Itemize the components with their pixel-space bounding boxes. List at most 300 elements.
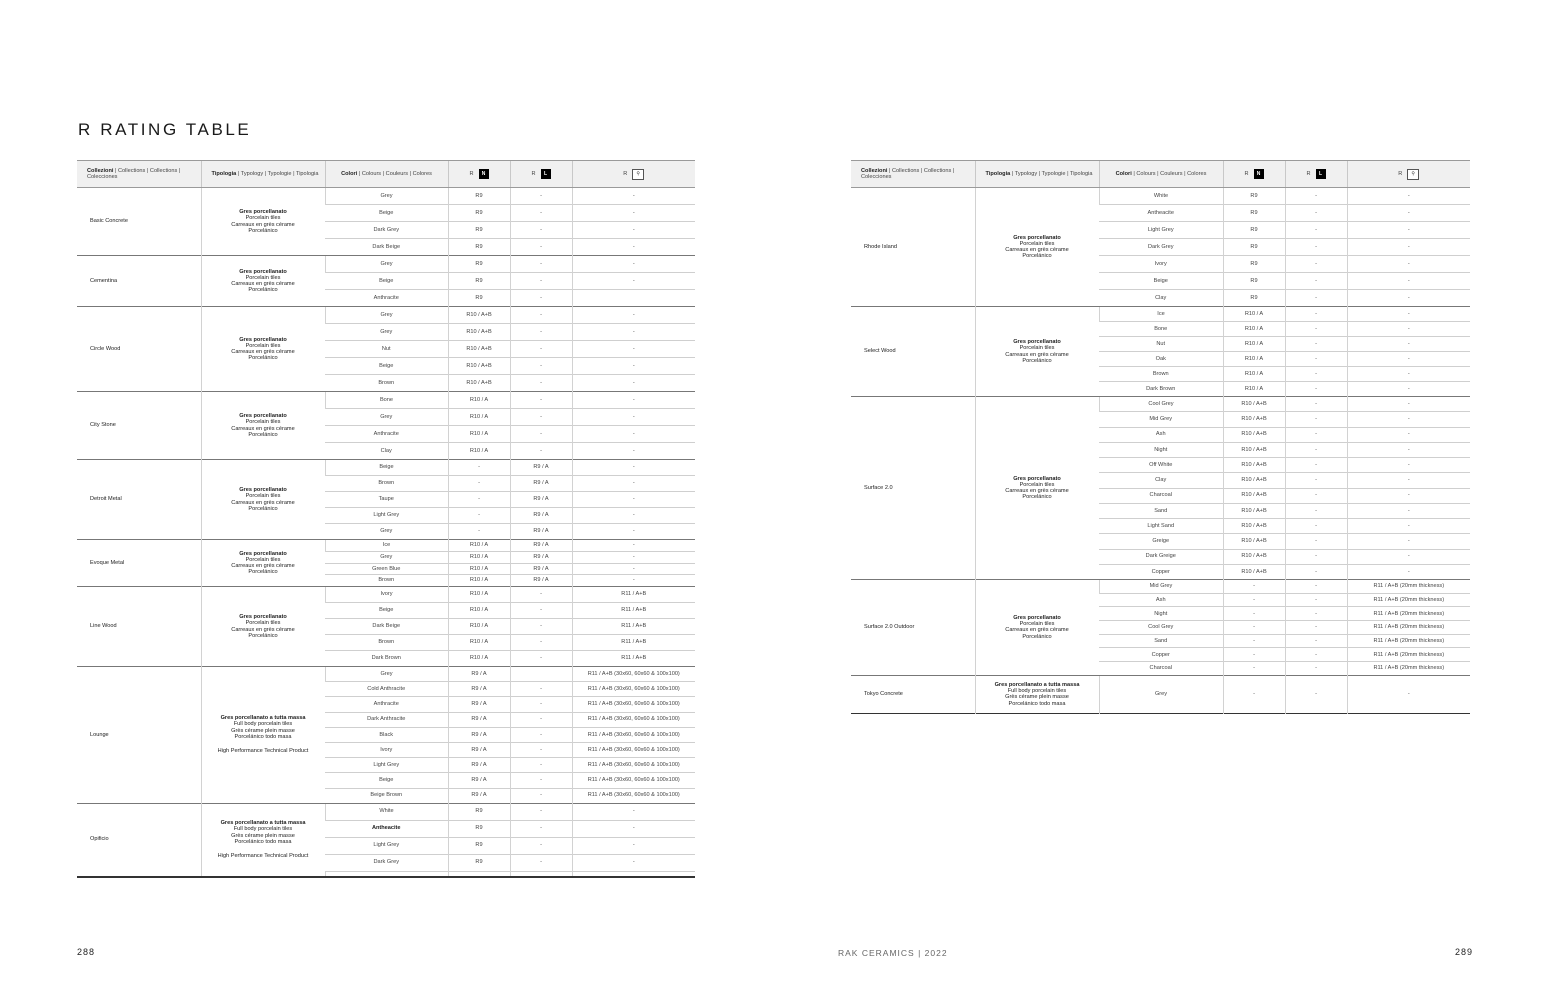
rating-barefoot-cell: R11 / A+B (20mm thickness) xyxy=(1347,607,1470,621)
rating-barefoot-cell: - xyxy=(1347,442,1470,457)
rating-l-cell: - xyxy=(510,239,572,256)
table-row xyxy=(77,307,695,324)
rating-n-cell: R10 / A+B xyxy=(1223,427,1285,442)
rating-barefoot-cell: - xyxy=(572,563,695,575)
rating-n-cell: - xyxy=(448,476,510,492)
header-collections-bold: Collezioni xyxy=(87,167,114,174)
colour-cell: Grey xyxy=(325,551,448,563)
typology-line: Gres porcellanato xyxy=(1013,475,1061,482)
typology-line: Porcelain tiles xyxy=(245,620,281,627)
rating-l-cell: - xyxy=(510,392,572,409)
rating-l-cell: - xyxy=(510,619,572,635)
rating-barefoot-cell: - xyxy=(1347,205,1470,222)
collection-name: City Stone xyxy=(77,392,201,460)
typology-cell xyxy=(975,188,1099,307)
colour-cell: Dark Brown xyxy=(325,651,448,667)
rating-l-cell: R9 / A xyxy=(510,524,572,540)
typology-line: Carreaux en grès cérame xyxy=(231,626,295,633)
header-r-l xyxy=(510,161,572,188)
rating-n-cell: R10 / A+B xyxy=(1223,519,1285,534)
typology-line: Gres porcellanato xyxy=(239,268,287,275)
rating-l-cell: - xyxy=(510,788,572,803)
rating-barefoot-cell: - xyxy=(572,409,695,426)
rating-barefoot-cell: - xyxy=(1347,239,1470,256)
barefoot-icon: ⚲ xyxy=(632,169,644,180)
collection-name: Rhode Island xyxy=(851,188,975,307)
rating-barefoot-cell: - xyxy=(572,273,695,290)
typology-line: Gres porcellanato a tutta massa xyxy=(994,681,1080,688)
rating-barefoot-cell: - xyxy=(1347,427,1470,442)
typology-line: Carreaux en grès cérame xyxy=(231,221,295,228)
colour-cell: Brown xyxy=(1099,367,1223,382)
rating-l-cell: R9 / A xyxy=(510,563,572,575)
rating-l-cell: - xyxy=(510,712,572,727)
typology-line: Porcelánico todo masa xyxy=(234,838,292,845)
rating-l-cell: - xyxy=(1285,564,1347,579)
rating-l-cell: - xyxy=(510,803,572,820)
rating-barefoot-cell: R11 / A+B (20mm thickness) xyxy=(1347,634,1470,648)
rating-l-cell: - xyxy=(510,587,572,603)
rating-l-cell: - xyxy=(510,742,572,757)
rating-barefoot-cell: - xyxy=(572,524,695,540)
rating-n-cell: R9 / A xyxy=(448,788,510,803)
typology-line: Porcelánico xyxy=(248,505,278,512)
rating-n-cell: R9 xyxy=(448,222,510,239)
rating-n-cell: R10 / A+B xyxy=(1223,458,1285,473)
rating-l-cell: - xyxy=(1285,307,1347,322)
rating-l-cell: - xyxy=(510,273,572,290)
table-row xyxy=(851,580,1470,594)
rating-n-cell: R10 / A+B xyxy=(448,341,510,358)
rating-l-cell: - xyxy=(1285,634,1347,648)
colour-cell: Clay xyxy=(1099,473,1223,488)
typology-line: Porcelánico xyxy=(248,431,278,438)
colour-cell: Black xyxy=(325,727,448,742)
rating-l-cell: R9 / A xyxy=(510,575,572,587)
colour-cell: Beige Brown xyxy=(325,788,448,803)
rating-l-cell: - xyxy=(1285,427,1347,442)
typology-line: Gres porcellanato xyxy=(1013,614,1061,621)
rating-barefoot-cell: - xyxy=(1347,337,1470,352)
typology-line: Porcelánico xyxy=(248,355,278,362)
rating-barefoot-cell: - xyxy=(1347,322,1470,337)
rating-n-cell: R10 / A xyxy=(448,409,510,426)
colour-cell: Grey xyxy=(325,256,448,273)
rating-l-cell: - xyxy=(1285,367,1347,382)
rating-l-cell: - xyxy=(1285,549,1347,564)
collection-name: Tokyo Concrete xyxy=(851,675,975,713)
rating-l-cell: - xyxy=(510,290,572,307)
rating-n-cell: R10 / A+B xyxy=(1223,442,1285,457)
rating-barefoot-cell: - xyxy=(572,443,695,460)
colour-cell: Night xyxy=(1099,607,1223,621)
colour-cell: Greige xyxy=(1099,534,1223,549)
typology-line: Gres porcellanato xyxy=(239,413,287,419)
rating-n-cell: R9 xyxy=(1223,290,1285,307)
rating-n-cell: - xyxy=(1223,593,1285,607)
rating-barefoot-cell: - xyxy=(572,803,695,820)
rating-l-cell: - xyxy=(510,651,572,667)
collection-name: Detroit Metal xyxy=(77,460,201,540)
typology-line: Porcelánico todo masa xyxy=(1008,700,1066,707)
rating-l-cell: - xyxy=(510,188,572,205)
colour-cell: Ash xyxy=(1099,593,1223,607)
rating-barefoot-cell: - xyxy=(1347,307,1470,322)
typology-line: Grès cérame plein masse xyxy=(231,727,295,734)
collection-name: Circle Wood xyxy=(77,307,201,392)
rating-barefoot-cell: R11 / A+B (30x60, 60x60 & 100x100) xyxy=(572,682,695,697)
rating-barefoot-cell: - xyxy=(1347,382,1470,397)
header-r-label: R xyxy=(469,170,474,177)
rating-barefoot-cell: - xyxy=(1347,397,1470,412)
barefoot-n-icon: N xyxy=(479,169,489,179)
spacer-cell xyxy=(325,871,448,877)
colour-cell: Grey xyxy=(325,409,448,426)
typology-line: Gres porcellanato a tutta massa xyxy=(220,820,306,827)
rating-n-cell: R10 / A xyxy=(1223,322,1285,337)
typology-line: Porcelain tiles xyxy=(245,274,281,281)
rating-barefoot-cell: R11 / A+B (30x60, 60x60 & 100x100) xyxy=(572,758,695,773)
rating-barefoot-cell: R11 / A+B (30x60, 60x60 & 100x100) xyxy=(572,742,695,757)
rating-l-cell: - xyxy=(1285,519,1347,534)
rating-barefoot-cell: - xyxy=(1347,290,1470,307)
rating-l-cell: - xyxy=(1285,662,1347,676)
rating-n-cell: R10 / A+B xyxy=(1223,488,1285,503)
page-number-left: 288 xyxy=(77,947,96,957)
rating-l-cell: - xyxy=(1285,442,1347,457)
rating-barefoot-cell: - xyxy=(1347,503,1470,518)
rating-barefoot-cell: - xyxy=(572,492,695,508)
colour-cell: Anthracite xyxy=(325,426,448,443)
typology-line: Grès cérame plein masse xyxy=(1005,694,1069,701)
rating-barefoot-cell: - xyxy=(572,324,695,341)
header-typology xyxy=(201,161,325,188)
table-row xyxy=(77,803,695,820)
rating-n-cell: R9 xyxy=(448,239,510,256)
typology-line: Gres porcellanato xyxy=(239,487,287,493)
colour-cell: Copper xyxy=(1099,564,1223,579)
colour-cell: Light Sand xyxy=(1099,519,1223,534)
rating-barefoot-cell: R11 / A+B (30x60, 60x60 & 100x100) xyxy=(572,667,695,682)
rating-n-cell: R9 / A xyxy=(448,712,510,727)
rating-l-cell: - xyxy=(1285,397,1347,412)
header-typology-bold: Tipologia xyxy=(211,170,237,177)
rating-barefoot-cell: - xyxy=(1347,222,1470,239)
rating-n-cell: R9 xyxy=(448,837,510,854)
rating-l-cell: - xyxy=(1285,337,1347,352)
typology-line: Porcelánico xyxy=(248,632,278,639)
typology-cell xyxy=(201,460,325,540)
rating-l-cell: R9 / A xyxy=(510,551,572,563)
rating-l-cell: - xyxy=(1285,290,1347,307)
colour-cell: Charcoal xyxy=(1099,488,1223,503)
colour-cell: Taupe xyxy=(325,492,448,508)
rating-barefoot-cell: R11 / A+B (20mm thickness) xyxy=(1347,662,1470,676)
table-row xyxy=(851,188,1470,205)
header-collections-bold: Collezioni xyxy=(861,167,888,174)
rating-barefoot-cell xyxy=(572,290,695,307)
rating-barefoot-cell: - xyxy=(572,460,695,476)
typology-line: Gres porcellanato a tutta massa xyxy=(220,715,306,722)
typology-cell xyxy=(201,587,325,667)
rating-barefoot-cell: - xyxy=(572,575,695,587)
colour-cell: Cool Grey xyxy=(1099,621,1223,635)
spacer-cell xyxy=(448,871,510,877)
rating-n-cell: R10 / A xyxy=(448,563,510,575)
rating-n-cell: R10 / A xyxy=(448,443,510,460)
header-collections xyxy=(851,161,975,188)
rating-l-cell: R9 / A xyxy=(510,460,572,476)
header-typology-rest: | Typology | Typologie | Tipologia xyxy=(1010,170,1093,177)
colour-cell: Night xyxy=(1099,442,1223,457)
typology-cell xyxy=(201,392,325,460)
rating-n-cell: R9 / A xyxy=(448,742,510,757)
colour-cell: Dark Anthracite xyxy=(325,712,448,727)
typology-line: Porcelain tiles xyxy=(245,556,281,563)
typology-line: Porcelánico xyxy=(248,287,278,294)
rating-barefoot-cell: - xyxy=(1347,519,1470,534)
rating-barefoot-cell: - xyxy=(1347,256,1470,273)
rating-barefoot-cell: R11 / A+B (30x60, 60x60 & 100x100) xyxy=(572,727,695,742)
rating-n-cell: R9 xyxy=(448,273,510,290)
header-colours-bold: Colori xyxy=(1115,170,1132,177)
header-r-n xyxy=(1223,161,1285,188)
rating-barefoot-cell: R11 / A+B xyxy=(572,651,695,667)
rating-barefoot-cell: R11 / A+B (30x60, 60x60 & 100x100) xyxy=(572,788,695,803)
rating-n-cell: R10 / A+B xyxy=(448,307,510,324)
header-r-n xyxy=(448,161,510,188)
rating-barefoot-cell: - xyxy=(572,508,695,524)
typology-line: Porcelain tiles xyxy=(245,493,281,500)
rating-barefoot-cell: - xyxy=(1347,564,1470,579)
rating-n-cell: R10 / A xyxy=(1223,382,1285,397)
colour-cell: Beige xyxy=(325,205,448,222)
colour-cell: Ash xyxy=(1099,427,1223,442)
typology-cell xyxy=(201,540,325,587)
rating-l-cell: - xyxy=(510,773,572,788)
typology-line: Full body porcelain tiles xyxy=(233,826,293,833)
colour-cell: Dark Greige xyxy=(1099,549,1223,564)
footer-brand: RAK CERAMICS | 2022 xyxy=(838,948,948,958)
rating-barefoot-cell: - xyxy=(572,205,695,222)
typology-line: Grès cérame plein masse xyxy=(231,832,295,839)
colour-cell: Beige xyxy=(325,358,448,375)
rating-n-cell: R9 xyxy=(1223,222,1285,239)
header-r-label: R xyxy=(1398,170,1403,177)
rating-barefoot-cell: - xyxy=(572,256,695,273)
rating-l-cell: - xyxy=(1285,222,1347,239)
typology-line: Porcelánico xyxy=(248,227,278,234)
typology-line: Porcelánico xyxy=(1022,494,1052,501)
rating-barefoot-cell: - xyxy=(572,820,695,837)
header-collections-rest: | Collections | Collections | Colecciones xyxy=(861,167,955,180)
rating-n-cell: R10 / A+B xyxy=(1223,564,1285,579)
colour-cell: Grey xyxy=(1099,675,1223,713)
typology-line: Porcelánico xyxy=(1022,633,1052,640)
typology-cell xyxy=(975,675,1099,713)
table-row xyxy=(77,392,695,409)
rating-l-cell: - xyxy=(510,409,572,426)
collection-name: Basic Concrete xyxy=(77,188,201,256)
rating-n-cell: R10 / A xyxy=(448,587,510,603)
rating-l-cell: - xyxy=(510,426,572,443)
typology-line: Carreaux en grès cérame xyxy=(1005,351,1069,358)
colour-cell: Cool Grey xyxy=(1099,397,1223,412)
rating-barefoot-cell: - xyxy=(572,476,695,492)
rating-n-cell: R10 / A+B xyxy=(1223,503,1285,518)
rating-barefoot-cell: - xyxy=(572,222,695,239)
rating-barefoot-cell: R11 / A+B xyxy=(572,619,695,635)
rating-l-cell: - xyxy=(1285,607,1347,621)
rating-l-cell: - xyxy=(1285,239,1347,256)
table-row xyxy=(851,675,1470,713)
colour-cell: Bone xyxy=(325,392,448,409)
table-row xyxy=(77,460,695,476)
colour-cell: Anthracite xyxy=(325,290,448,307)
barefoot-l-icon: L xyxy=(541,169,551,179)
rating-n-cell: R10 / A xyxy=(448,540,510,552)
colour-cell: Antheacite xyxy=(1099,205,1223,222)
rating-n-cell: R10 / A xyxy=(448,635,510,651)
rating-n-cell: R10 / A xyxy=(1223,352,1285,367)
page-title: R RATING TABLE xyxy=(78,120,252,139)
rating-barefoot-cell: - xyxy=(572,239,695,256)
rating-n-cell: R9 xyxy=(448,854,510,871)
rating-n-cell: R9 xyxy=(1223,205,1285,222)
typology-line: Full body porcelain tiles xyxy=(233,721,293,728)
rating-n-cell: R10 / A xyxy=(448,603,510,619)
rating-n-cell: R9 xyxy=(448,188,510,205)
rating-l-cell: - xyxy=(1285,593,1347,607)
rating-n-cell: R10 / A xyxy=(448,392,510,409)
rating-n-cell: R9 / A xyxy=(448,682,510,697)
rating-l-cell: - xyxy=(510,222,572,239)
header-colours-rest: | Colours | Couleurs | Colores xyxy=(1131,170,1207,177)
rating-n-cell: R10 / A xyxy=(448,651,510,667)
rating-barefoot-cell: - xyxy=(1347,549,1470,564)
rating-l-cell: - xyxy=(1285,382,1347,397)
table-row xyxy=(77,587,695,603)
rating-l-cell: - xyxy=(1285,648,1347,662)
page-number-right: 289 xyxy=(1455,947,1474,957)
rating-l-cell: R9 / A xyxy=(510,476,572,492)
colour-cell: Clay xyxy=(1099,290,1223,307)
typology-line: Gres porcellanato xyxy=(239,336,287,343)
typology-cell xyxy=(201,307,325,392)
typology-line: Porcelain tiles xyxy=(245,419,281,426)
rating-n-cell: R10 / A+B xyxy=(448,324,510,341)
rating-n-cell: R10 / A+B xyxy=(1223,412,1285,427)
typology-cell xyxy=(201,256,325,307)
colour-cell: Grey xyxy=(325,324,448,341)
rating-n-cell: - xyxy=(1223,648,1285,662)
colour-cell: Copper xyxy=(1099,648,1223,662)
rating-l-cell: - xyxy=(510,820,572,837)
colour-cell: Green Blue xyxy=(325,563,448,575)
rating-barefoot-cell: - xyxy=(572,341,695,358)
typology-line: Gres porcellanato xyxy=(239,209,287,215)
header-r-foot xyxy=(1347,161,1470,188)
rating-n-cell: - xyxy=(448,524,510,540)
rating-l-cell: - xyxy=(510,697,572,712)
typology-line: Porcelánico xyxy=(1022,253,1052,260)
rating-barefoot-cell: R11 / A+B (30x60, 60x60 & 100x100) xyxy=(572,712,695,727)
typology-line: Porcelánico xyxy=(248,569,278,576)
header-r-label: R xyxy=(623,170,628,177)
colour-cell: Ivory xyxy=(325,587,448,603)
rating-barefoot-cell: R11 / A+B xyxy=(572,635,695,651)
typology-line: Porcelain tiles xyxy=(1019,345,1055,352)
rating-l-cell: - xyxy=(510,635,572,651)
typology-cell xyxy=(201,803,325,877)
typology-line: Gres porcellanato xyxy=(1013,339,1061,345)
rating-n-cell: R10 / A+B xyxy=(1223,473,1285,488)
rating-l-cell: - xyxy=(510,854,572,871)
rating-barefoot-cell: R11 / A+B (20mm thickness) xyxy=(1347,648,1470,662)
rating-n-cell: R9 / A xyxy=(448,758,510,773)
collection-name: Evoque Metal xyxy=(77,540,201,587)
collection-name: Lounge xyxy=(77,667,201,804)
header-typology-rest: | Typology | Typologie | Tipologia xyxy=(236,170,319,177)
rating-n-cell: R10 / A xyxy=(448,575,510,587)
rating-barefoot-cell: - xyxy=(572,307,695,324)
rating-n-cell: R10 / A xyxy=(448,551,510,563)
rating-barefoot-cell: R11 / A+B (20mm thickness) xyxy=(1347,621,1470,635)
colour-cell: Dark Brown xyxy=(1099,382,1223,397)
table-row xyxy=(77,256,695,273)
rating-barefoot-cell: R11 / A+B xyxy=(572,603,695,619)
header-collections-rest: | Collections | Collections | Colecciones xyxy=(87,167,181,180)
header-colours-bold: Colori xyxy=(341,170,358,177)
rating-n-cell: R10 / A xyxy=(1223,307,1285,322)
colour-cell: White xyxy=(1099,188,1223,205)
rating-barefoot-cell: - xyxy=(572,375,695,392)
table-row xyxy=(851,307,1470,322)
spacer-cell xyxy=(572,871,695,877)
colour-cell: Grey xyxy=(325,307,448,324)
colour-cell: Nut xyxy=(1099,337,1223,352)
rating-l-cell: - xyxy=(1285,256,1347,273)
colour-cell: Sand xyxy=(1099,503,1223,518)
header-colours xyxy=(325,161,448,188)
rating-l-cell: - xyxy=(510,682,572,697)
rating-n-cell: - xyxy=(448,508,510,524)
rating-l-cell: - xyxy=(510,358,572,375)
rating-l-cell: - xyxy=(510,205,572,222)
rating-barefoot-cell: - xyxy=(1347,273,1470,290)
table-row xyxy=(77,667,695,682)
colour-cell: Dark Grey xyxy=(1099,239,1223,256)
table-row xyxy=(77,188,695,205)
header-r-l xyxy=(1285,161,1347,188)
rating-l-cell: - xyxy=(1285,458,1347,473)
rating-barefoot-cell: - xyxy=(1347,488,1470,503)
barefoot-n-icon: N xyxy=(1254,169,1264,179)
rating-n-cell: R10 / A+B xyxy=(448,358,510,375)
rating-barefoot-cell: - xyxy=(1347,412,1470,427)
collection-name: Surface 2.0 Outdoor xyxy=(851,580,975,676)
typology-line: Porcelánico todo masa xyxy=(234,733,292,740)
rating-n-cell: R9 xyxy=(448,256,510,273)
typology-cell xyxy=(201,188,325,256)
header-r-label: R xyxy=(1306,170,1311,177)
rating-n-cell: R9 xyxy=(1223,239,1285,256)
colour-cell: Grey xyxy=(325,524,448,540)
rating-l-cell: - xyxy=(510,837,572,854)
rating-barefoot-cell: - xyxy=(572,551,695,563)
rating-l-cell: - xyxy=(1285,412,1347,427)
typology-cell xyxy=(201,667,325,804)
